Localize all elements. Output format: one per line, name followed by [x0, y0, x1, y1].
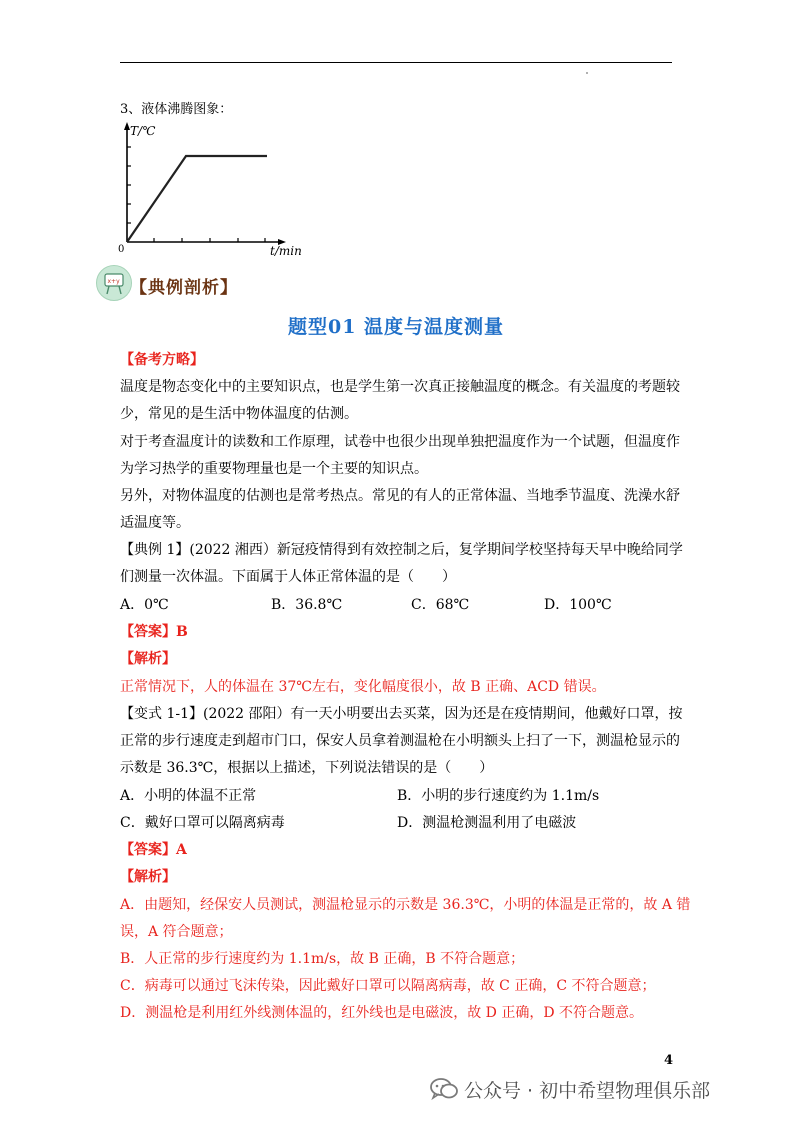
example1-answer: 【答案】B [120, 624, 188, 640]
temperature-curve [127, 156, 267, 242]
section3-heading: 3、液体沸腾图象： [120, 102, 233, 117]
prep-line: 对于考查温度计的读数和工作原理，试卷中也很少出现单独把温度作为一个试题，但温度作 [120, 434, 680, 450]
prep-line: 另外，对物体温度的估测也是常考热点。常见的有人的正常体温、当地季节温度、洗澡水舒 [120, 488, 680, 504]
example1-option-a: A．0℃ [120, 597, 169, 613]
example1-line: 们测量一次体温。下面属于人体正常体温的是（ ） [120, 569, 456, 585]
example1-analysis-heading: 【解析】 [120, 651, 176, 667]
variant1-line: 【变式 1-1】(2022 邵阳）有一天小明要出去买菜，因为还是在疫情期间，他戴好口罩，按 [120, 706, 683, 722]
example1-option-c: C．68℃ [411, 597, 470, 613]
variant1-option-c: C．戴好口罩可以隔离病毒 [120, 815, 285, 831]
variant1-line: 示数是 36.3℃，根据以上描述，下列说法错误的是（ ） [120, 760, 494, 776]
prep-line: 少，常见的是生活中物体温度的估测。 [120, 406, 358, 422]
variant1-analysis-line: C．病毒可以通过飞沫传染，因此戴好口罩可以隔离病毒，故 C 正确，C 不符合题意； [120, 978, 656, 994]
boiling-graph [110, 120, 310, 260]
variant1-analysis-line: D．测温枪是利用红外线测体温的，红外线也是电磁波，故 D 正确，D 不符合题意。 [120, 1005, 644, 1021]
header-rule [120, 62, 672, 63]
banner-text: 【典例剖析】 [130, 278, 238, 298]
x-axis-label: t/min [270, 244, 302, 258]
variant1-option-a: A．小明的体温不正常 [120, 788, 257, 804]
prep-line: 为学习热学的重要物理量也是一个主要的知识点。 [120, 461, 428, 477]
y-axis-label: T/℃ [130, 124, 156, 138]
svg-text:x+y: x+y [107, 278, 120, 285]
variant1-analysis-line: B．人正常的步行速度约为 1.1m/s，故 B 正确，B 不符合题意； [120, 951, 525, 967]
variant1-option-d: D．测温枪测温利用了电磁波 [397, 815, 577, 831]
watermark-text: 公众号 · 初中希望物理俱乐部 [464, 1079, 711, 1102]
wechat-icon [430, 1077, 458, 1101]
page-number: 4 [664, 1053, 674, 1068]
variant1-analysis-line: A．由题知，经保安人员测试，测温枪显示的示数是 36.3℃，小明的体温是正常的，故 A 错 [120, 897, 691, 913]
page-title: 题型01 温度与温度测量 [287, 316, 505, 338]
prep-line: 温度是物态变化中的主要知识点，也是学生第一次真正接触温度的概念。有关温度的考题较 [120, 379, 680, 395]
variant1-analysis-line: 误，A 符合题意； [120, 924, 233, 940]
variant1-analysis-heading: 【解析】 [120, 869, 176, 885]
variant1-answer: 【答案】A [120, 842, 187, 858]
header-dot [586, 72, 588, 74]
prep-heading: 【备考方略】 [120, 352, 204, 368]
watermark [430, 1076, 710, 1102]
variant1-line: 正常的步行速度走到超市门口，保安人员拿着测温枪在小明额头上扫了一下，测温枪显示的 [120, 733, 680, 749]
prep-line: 适温度等。 [120, 515, 190, 531]
example1-option-b: B．36.8℃ [271, 597, 343, 613]
example1-option-d: D．100℃ [544, 597, 612, 613]
origin-label: 0 [118, 244, 125, 255]
easel-icon [96, 265, 132, 301]
variant1-option-b: B．小明的步行速度约为 1.1m/s [397, 788, 600, 804]
example1-analysis: 正常情况下，人的体温在 37℃左右，变化幅度很小，故 B 正确、ACD 错误。 [120, 679, 606, 695]
example1-line: 【典例 1】(2022 湘西）新冠疫情得到有效控制之后，复学期间学校坚持每天早中晚给同学 [120, 542, 683, 558]
